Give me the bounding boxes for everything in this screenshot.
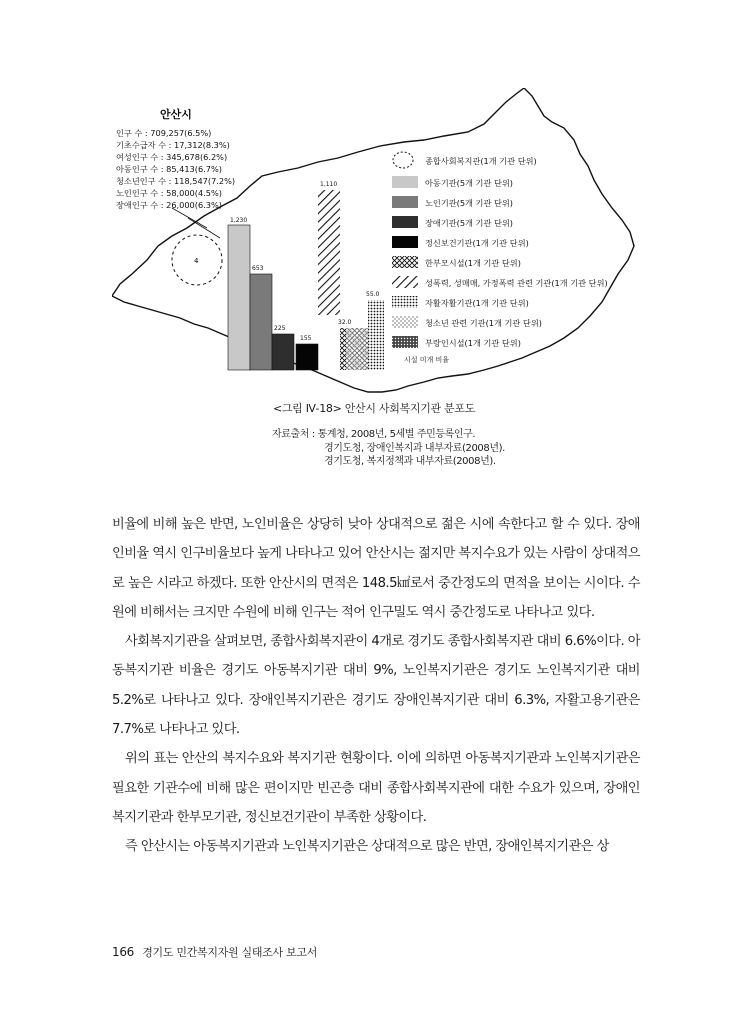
stat-line: 노인인구 수 : 58,000(4.5%) — [116, 188, 222, 198]
legend-label: 자활자활기관(1개 기관 단위) — [425, 298, 529, 308]
small-label: 32.0 — [338, 319, 352, 326]
paragraph: 사회복지기관을 살펴보면, 종합사회복지관이 4개로 경기도 종합사회복지관 대비 6.6%이다. 아동복지기관 비율은 경기도 아동복지기관 대비 9%, 노인복지기관은 경기도 노인복지기관 대비 5.2%로 나타나고 있다. 장애인복지기관은 경기도 장애인복지기관 대비 6.3%, 자활고용기관은 7.7%로 나타나고 있다. — [112, 634, 640, 738]
legend-swatch — [392, 256, 418, 268]
bar-children — [228, 225, 250, 370]
legend-swatch — [392, 176, 418, 188]
paragraph: 위의 표는 안산의 복지수요와 복지기관 현황이다. 이에 의하면 아동복지기관과 노인복지기관은 필요한 기관수에 비해 많은 편이지만 빈곤층 대비 종합사회복지관에 대한 수요가 있으며, 장애인복지기관과 한부모기관, 정신보건기관이 부족한 상황이다. — [112, 751, 640, 825]
circle-label: 4 — [194, 257, 199, 265]
legend-swatch — [392, 236, 418, 248]
bar-elderly — [250, 274, 272, 370]
legend-label: 부랑인시설(1개 기관 단위) — [425, 338, 521, 348]
legend-swatch — [393, 152, 413, 168]
legend-swatch — [392, 296, 418, 308]
bar-youth — [346, 328, 368, 370]
legend-label: 청소년 관련 기관(1개 기관 단위) — [425, 318, 542, 328]
stat-line: 기초수급자 수 : 17,312(8.3%) — [116, 140, 230, 150]
distribution-map-figure — [112, 88, 637, 398]
legend-label: 종합사회복지관(1개 기관 단위) — [425, 156, 537, 166]
report-title: 경기도 민간복지자원 실태조사 보고서 — [142, 946, 318, 959]
small-label: 55.0 — [366, 291, 380, 298]
source-line: 경기도청, 복지정책과 내부자료(2008년). — [324, 456, 496, 467]
legend-label: 노인기관(5개 기관 단위) — [425, 198, 513, 208]
body-text — [112, 510, 640, 862]
source-line: 경기도청, 장애인복지과 내부자료(2008년). — [324, 442, 505, 454]
legend-swatch — [392, 336, 418, 348]
stat-line: 아동인구 수 : 85,413(6.7%) — [116, 164, 222, 174]
bar-value-label: 653 — [252, 265, 264, 272]
stat-line: 여성인구 수 : 345,678(6.2%) — [116, 152, 228, 162]
source-line: 통계청, 2008년, 5세별 주민등록인구. — [317, 429, 476, 440]
bar-value-label: 155 — [300, 335, 312, 342]
legend-swatch — [392, 276, 418, 288]
map-svg — [112, 88, 637, 398]
figure-caption: <그림 Ⅳ-18> 안산시 사회복지기관 분포도 — [272, 402, 476, 415]
page-footer — [112, 944, 317, 960]
page-number: 166 — [112, 945, 135, 959]
source-label: 자료출처 : — [272, 429, 315, 440]
legend-label: 성폭력, 성매매, 가정폭력 관련 기관(1개 기관 단위) — [425, 278, 608, 288]
stat-line: 인구 수 : 709,257(6.5%) — [116, 128, 212, 138]
legend-swatch — [392, 316, 418, 328]
legend-label: 정신보건기관(1개 기관 단위) — [425, 238, 529, 248]
bar-self-support — [368, 300, 384, 370]
stat-line: 장애인구 수 : 26,000(6.3%) — [116, 200, 222, 210]
bar-value-label: 1,230 — [230, 217, 248, 224]
small-label: 1,110 — [320, 181, 338, 188]
bar-violence — [318, 190, 340, 315]
legend-label: 아동기관(5개 기관 단위) — [425, 178, 513, 188]
source-block — [272, 428, 505, 469]
stat-line: 청소년인구 수 : 118,547(7.2%) — [116, 176, 236, 186]
legend-label: 장애기관(5개 기관 단위) — [425, 218, 513, 228]
city-label: 안산시 — [160, 108, 192, 121]
paragraph: 비율에 비해 높은 반면, 노인비율은 상당히 낮아 상대적으로 젊은 시에 속한다고 할 수 있다. 장애인비율 역시 인구비율보다 높게 나타나고 있어 안산시는 젊지만 복지수요가 있는 사람이 상대적으로 높은 시라고 하겠다. 또한 안산시의 면적은 148.5㎢로서 중간정도의 면적을 보이는 시이다. 수원에 비해서는 크지만 수원에 비해 인구는 적어 인구밀도 역시 중간정도로 나타나고 있다. — [112, 517, 640, 620]
legend-swatch — [392, 196, 418, 208]
paragraph: 즉 안산시는 아동복지기관과 노인복지기관은 상대적으로 많은 반면, 장애인복지기관은 상 — [125, 839, 609, 855]
bar-mental — [296, 344, 318, 370]
stats-list — [116, 128, 235, 210]
legend-label: 한부모시설(1개 기관 단위) — [425, 258, 521, 268]
bar-value-label: 225 — [274, 325, 286, 332]
source-row — [272, 428, 505, 442]
legend-swatch — [392, 216, 418, 228]
bar-disabled — [272, 334, 294, 370]
legend-label: 시설 미개 비율 — [404, 356, 450, 364]
